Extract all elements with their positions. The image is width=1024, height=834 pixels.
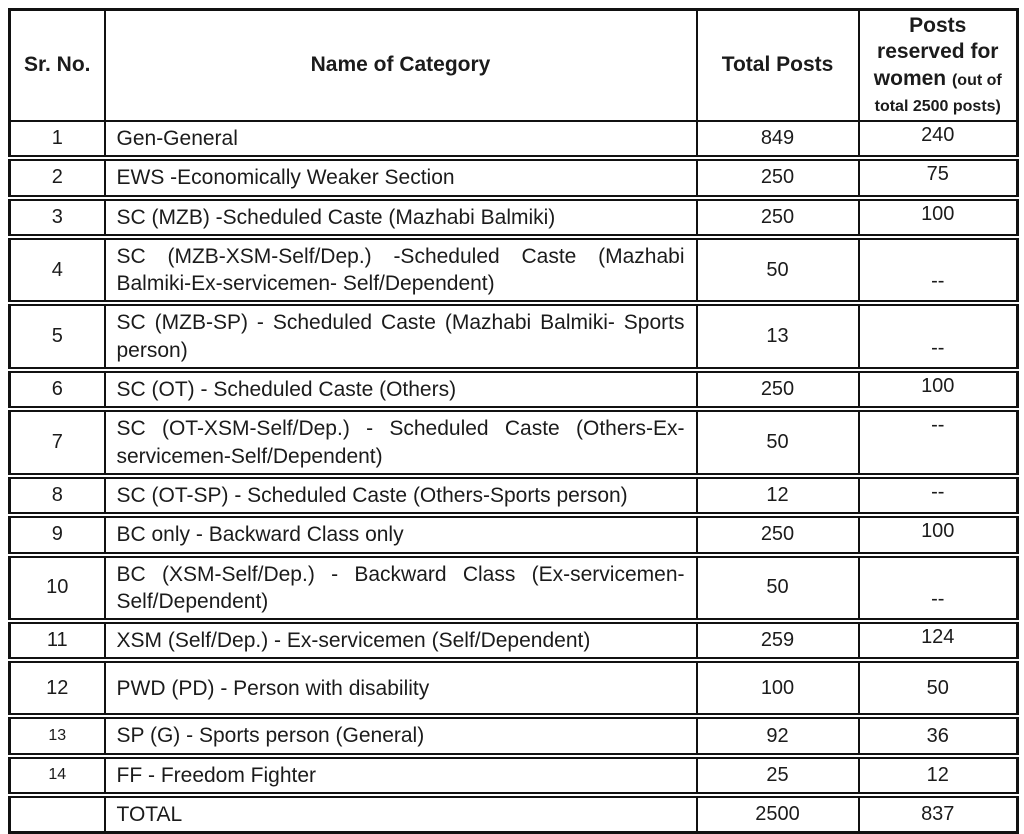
table-row bbox=[10, 409, 1018, 476]
cell-sr-no: 8 bbox=[10, 476, 105, 515]
cell-women-reserved: -- bbox=[859, 303, 1018, 370]
cell-women-reserved: 837 bbox=[859, 795, 1018, 833]
cell-sr-no: 6 bbox=[10, 370, 105, 409]
cell-women-reserved: 100 bbox=[859, 515, 1018, 554]
cell-women-reserved: 36 bbox=[859, 716, 1018, 755]
cell-sr-no: 10 bbox=[10, 555, 105, 622]
cell-category: PWD (PD) - Person with disability bbox=[105, 660, 697, 716]
cell-category: BC (XSM-Self/Dep.) - Backward Class (Ex-servicemen- Self/Dependent) bbox=[105, 555, 697, 622]
col-header-women-reserved bbox=[859, 10, 1018, 122]
cell-sr-no: 12 bbox=[10, 660, 105, 716]
cell-women-reserved: 124 bbox=[859, 621, 1018, 660]
cell-category: BC only - Backward Class only bbox=[105, 515, 697, 554]
col-header-women-main: Posts reserved for women bbox=[873, 14, 999, 90]
cell-total-posts: 25 bbox=[697, 756, 859, 795]
table-row bbox=[10, 660, 1018, 716]
cell-category: Gen-General bbox=[105, 121, 697, 158]
cell-total-posts: 849 bbox=[697, 121, 859, 158]
cell-sr-no: 13 bbox=[10, 716, 105, 755]
cell-total-posts: 250 bbox=[697, 370, 859, 409]
cell-total-posts: 50 bbox=[697, 555, 859, 622]
cell-women-reserved: -- bbox=[859, 237, 1018, 304]
cell-total-posts: 2500 bbox=[697, 795, 859, 833]
cell-women-reserved: 240 bbox=[859, 121, 1018, 158]
cell-total-posts: 259 bbox=[697, 621, 859, 660]
header-row bbox=[10, 10, 1018, 122]
cell-women-reserved: -- bbox=[859, 555, 1018, 622]
col-header-category: Name of Category bbox=[105, 10, 697, 122]
cell-total-posts: 12 bbox=[697, 476, 859, 515]
table-row bbox=[10, 555, 1018, 622]
cell-women-reserved: 75 bbox=[859, 158, 1018, 197]
table-row bbox=[10, 716, 1018, 755]
cell-total-posts: 50 bbox=[697, 409, 859, 476]
col-header-women-note: (out of total 2500 posts) bbox=[874, 71, 1002, 115]
cell-category: SC (OT) - Scheduled Caste (Others) bbox=[105, 370, 697, 409]
table-row bbox=[10, 370, 1018, 409]
table-row bbox=[10, 515, 1018, 554]
table-row bbox=[10, 198, 1018, 237]
table-row bbox=[10, 476, 1018, 515]
cell-women-reserved: -- bbox=[859, 409, 1018, 476]
cell-category: EWS -Economically Weaker Section bbox=[105, 158, 697, 197]
cell-sr-no: 4 bbox=[10, 237, 105, 304]
cell-sr-no bbox=[10, 795, 105, 833]
cell-category: SP (G) - Sports person (General) bbox=[105, 716, 697, 755]
cell-women-reserved: 12 bbox=[859, 756, 1018, 795]
cell-total-posts: 250 bbox=[697, 158, 859, 197]
cell-sr-no: 14 bbox=[10, 756, 105, 795]
cell-sr-no: 7 bbox=[10, 409, 105, 476]
cell-total-posts: 13 bbox=[697, 303, 859, 370]
cell-total-posts: 100 bbox=[697, 660, 859, 716]
table-row bbox=[10, 756, 1018, 795]
cell-total-posts: 92 bbox=[697, 716, 859, 755]
cell-women-reserved: -- bbox=[859, 476, 1018, 515]
table-row bbox=[10, 621, 1018, 660]
cell-total-posts: 50 bbox=[697, 237, 859, 304]
col-header-total-posts: Total Posts bbox=[697, 10, 859, 122]
posts-reservation-table bbox=[8, 8, 1019, 834]
cell-women-reserved: 50 bbox=[859, 660, 1018, 716]
cell-sr-no: 5 bbox=[10, 303, 105, 370]
cell-category: SC (MZB) -Scheduled Caste (Mazhabi Balmiki) bbox=[105, 198, 697, 237]
cell-category: TOTAL bbox=[105, 795, 697, 833]
table-row bbox=[10, 121, 1018, 158]
cell-sr-no: 11 bbox=[10, 621, 105, 660]
cell-total-posts: 250 bbox=[697, 198, 859, 237]
table-row bbox=[10, 303, 1018, 370]
table-row bbox=[10, 237, 1018, 304]
cell-category: SC (MZB-XSM-Self/Dep.) -Scheduled Caste (Mazhabi Balmiki-Ex-servicemen- Self/Dependent) bbox=[105, 237, 697, 304]
cell-sr-no: 1 bbox=[10, 121, 105, 158]
cell-total-posts: 250 bbox=[697, 515, 859, 554]
cell-category: XSM (Self/Dep.) - Ex-servicemen (Self/Dependent) bbox=[105, 621, 697, 660]
col-header-sr-no: Sr. No. bbox=[10, 10, 105, 122]
cell-women-reserved: 100 bbox=[859, 198, 1018, 237]
cell-category: SC (MZB-SP) - Scheduled Caste (Mazhabi Balmiki- Sports person) bbox=[105, 303, 697, 370]
cell-sr-no: 2 bbox=[10, 158, 105, 197]
table-body bbox=[10, 121, 1018, 833]
cell-category: SC (OT-SP) - Scheduled Caste (Others-Sports person) bbox=[105, 476, 697, 515]
cell-category: SC (OT-XSM-Self/Dep.) - Scheduled Caste (Others-Ex- servicemen-Self/Dependent) bbox=[105, 409, 697, 476]
cell-category: FF - Freedom Fighter bbox=[105, 756, 697, 795]
cell-sr-no: 3 bbox=[10, 198, 105, 237]
cell-women-reserved: 100 bbox=[859, 370, 1018, 409]
cell-sr-no: 9 bbox=[10, 515, 105, 554]
table-row bbox=[10, 158, 1018, 197]
total-row bbox=[10, 795, 1018, 833]
